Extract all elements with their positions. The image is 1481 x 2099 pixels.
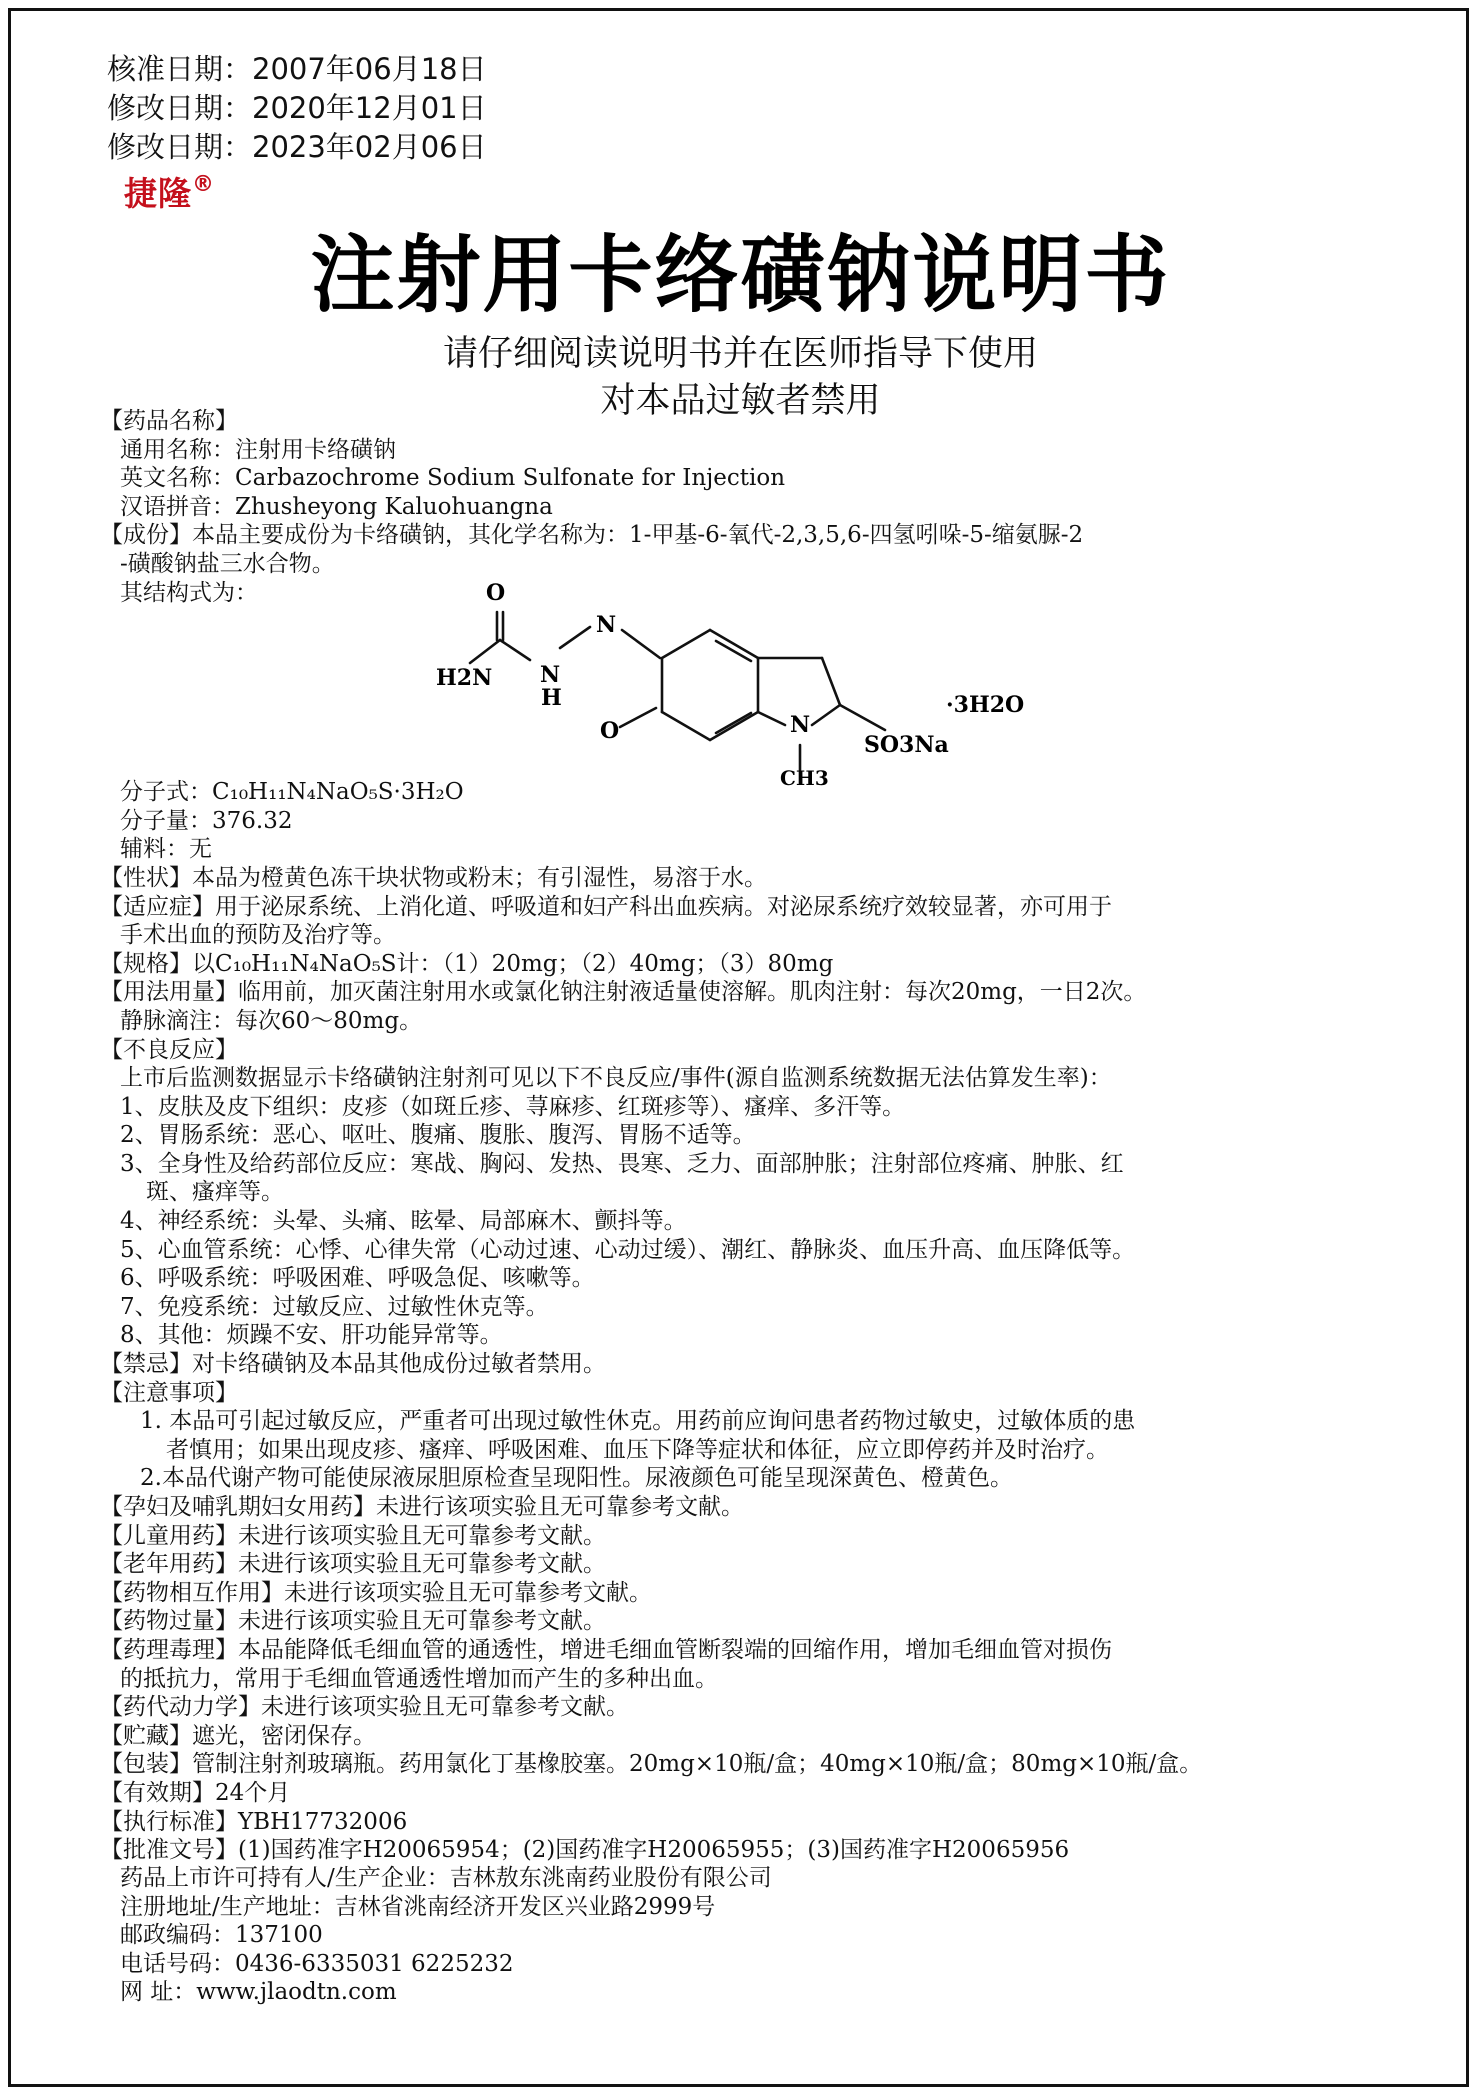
adverse-item: 6、呼吸系统：呼吸困难、呼吸急促、咳嗽等。 <box>120 1265 595 1292</box>
approval-date: 核准日期：2007年06月18日 <box>107 52 487 86</box>
website: 网 址：www.jlaodtn.com <box>120 1979 397 2006</box>
section-package <box>100 1750 1390 1779</box>
composition-text-2: -磺酸钠盐三水合物。 <box>120 550 335 577</box>
pinyin-name: 汉语拼音：Zhusheyong Kaluohuangna <box>120 493 553 520</box>
approval-header: 【批准文号】 <box>100 1837 238 1864</box>
precautions-header: 【注意事项】 <box>100 1379 238 1406</box>
adverse-item: 8、其他：烦躁不安、肝功能异常等。 <box>120 1322 503 1349</box>
properties-text: 本品为橙黄色冻干块状物或粉末；有引湿性，易溶于水。 <box>192 864 767 891</box>
section-pediatric <box>100 1522 1390 1551</box>
spec-text: 以C₁₀H₁₁N₄NaO₅S计：（1）20mg；（2）40mg；（3）80mg <box>192 950 834 977</box>
contraindications-text: 对卡络磺钠及本品其他成份过敏者禁用。 <box>192 1351 606 1378</box>
package-header: 【包装】 <box>100 1751 192 1778</box>
structure-label: 其结构式为： <box>120 579 258 606</box>
generic-name: 通用名称：注射用卡络磺钠 <box>120 436 396 463</box>
adverse-item-continued: 斑、瘙痒等。 <box>146 1179 284 1206</box>
structure-spacer <box>100 607 1390 778</box>
precautions-item-1: 1. 本品可引起过敏反应，严重者可出现过敏性休克。用药前应询问患者药物过敏史，过敏体质的患 <box>140 1408 1136 1435</box>
revision-date-2: 修改日期：2023年02月06日 <box>107 130 487 164</box>
section-storage <box>100 1722 1390 1751</box>
validity-header: 【有效期】 <box>100 1779 215 1806</box>
document-title: 注射用卡络磺钠说明书 <box>310 226 1171 324</box>
section-overdose <box>100 1607 1390 1636</box>
section-interactions <box>100 1579 1390 1608</box>
properties-header: 【性状】 <box>100 864 192 891</box>
overdose-header: 【药物过量】 <box>100 1608 238 1635</box>
adverse-item: 5、心血管系统：心悸、心律失常（心动过速、心动过缓）、潮红、静脉炎、血压升高、血压降低等。 <box>120 1236 1136 1263</box>
storage-text: 遮光，密闭保存。 <box>192 1722 376 1749</box>
precautions-item-1-continued: 者慎用；如果出现皮疹、瘙痒、呼吸困难、血压下降等症状和体征，应立即停药并及时治疗。 <box>166 1436 1109 1463</box>
structure-o-top: O <box>486 580 506 606</box>
composition-text-1: 本品主要成份为卡络磺钠，其化学名称为：1-甲基-6-氧代-2,3,5,6-四氢吲哚-5-缩氨脲-2 <box>192 522 1084 549</box>
date-block <box>107 50 487 167</box>
dosage-header: 【用法用量】 <box>100 979 238 1006</box>
approval-text: (1)国药准字H20065954；(2)国药准字H20065955；(3)国药准字H20065956 <box>238 1837 1070 1864</box>
dosage-text-2: 静脉滴注：每次60～80mg。 <box>120 1007 423 1034</box>
registered-mark: ® <box>192 172 215 197</box>
document-body <box>100 407 1390 1865</box>
section-spec <box>100 950 1390 979</box>
pregnancy-text: 未进行该项实验且无可靠参考文献。 <box>376 1494 744 1520</box>
standard-header: 【执行标准】 <box>100 1808 238 1835</box>
excipient: 辅料：无 <box>120 836 212 863</box>
subtitle-instruction: 请仔细阅读说明书并在医师指导下使用 <box>442 334 1038 374</box>
section-composition <box>100 521 1390 550</box>
manufacturer-info <box>120 1864 772 2007</box>
address: 注册地址/生产地址：吉林省洮南经济开发区兴业路2999号 <box>120 1893 716 1920</box>
postcode: 邮政编码：137100 <box>120 1922 323 1949</box>
pharmacology-text-1: 本品能降低毛细血管的通透性，增进毛细血管断裂端的回缩作用，增加毛细血管对损伤 <box>238 1636 1112 1663</box>
structure-ketone-o: O <box>600 718 620 744</box>
section-standard <box>100 1808 1390 1837</box>
section-approval <box>100 1836 1390 1865</box>
section-properties <box>100 864 1390 893</box>
pharmacokinetics-text: 未进行该项实验且无可靠参考文献。 <box>261 1694 629 1721</box>
molecular-formula: 分子式：C₁₀H₁₁N₄NaO₅S·3H₂O <box>120 779 464 806</box>
indications-text-2: 手术出血的预防及治疗等。 <box>120 922 396 949</box>
structure-hydrazone-n: N <box>540 662 561 688</box>
molecular-weight: 分子量：376.32 <box>120 807 293 834</box>
structure-ring-n: N <box>790 712 811 738</box>
standard-text: YBH17732006 <box>238 1808 408 1835</box>
contraindications-header: 【禁忌】 <box>100 1351 192 1378</box>
adverse-item: 4、神经系统：头晕、头痛、眩晕、局部麻木、颤抖等。 <box>120 1208 687 1235</box>
structure-hydrate: ·3H2O <box>946 692 1025 718</box>
subtitle-allergy-warning: 对本品过敏者禁用 <box>600 381 881 421</box>
pregnancy-header: 【孕妇及哺乳期妇女用药】 <box>100 1494 376 1520</box>
adverse-item: 7、免疫系统：过敏反应、过敏性休克等。 <box>120 1293 549 1320</box>
pediatric-text: 未进行该项实验且无可靠参考文献。 <box>238 1522 606 1549</box>
section-pregnancy <box>100 1493 1390 1522</box>
indications-text-1: 用于泌尿系统、上消化道、呼吸道和妇产科出血疾病。对泌尿系统疗效较显著，亦可用于 <box>215 893 1112 920</box>
section-geriatric <box>100 1550 1390 1579</box>
manufacturer: 药品上市许可持有人/生产企业：吉林敖东洮南药业股份有限公司 <box>120 1865 772 1891</box>
structure-imine-n: N <box>596 612 617 638</box>
dosage-text-1: 临用前，加灭菌注射用水或氯化钠注射液适量使溶解。肌肉注射：每次20mg，一日2次。 <box>238 979 1147 1006</box>
geriatric-header: 【老年用药】 <box>100 1551 238 1578</box>
english-name: 英文名称：Carbazochrome Sodium Sulfonate for Injection <box>120 465 786 492</box>
section-pharmacology <box>100 1636 1390 1665</box>
pharmacokinetics-header: 【药代动力学】 <box>100 1694 261 1721</box>
adverse-intro: 上市后监测数据显示卡络磺钠注射剂可见以下不良反应/事件(源自监测系统数据无法估算发生率)： <box>120 1065 1112 1092</box>
structure-methyl: CH3 <box>780 766 829 790</box>
revision-date-1: 修改日期：2020年12月01日 <box>107 91 487 125</box>
overdose-text: 未进行该项实验且无可靠参考文献。 <box>238 1608 606 1635</box>
interactions-header: 【药物相互作用】 <box>100 1579 284 1606</box>
section-drug-name-header: 【药品名称】 <box>100 408 238 434</box>
indications-header: 【适应症】 <box>100 893 215 920</box>
package-text: 管制注射剂玻璃瓶。药用氯化丁基橡胶塞。20mg×10瓶/盒；40mg×10瓶/盒；80mg×10瓶/盒。 <box>192 1751 1203 1778</box>
section-dosage <box>100 978 1390 1007</box>
structure-hydrazone-h: H <box>541 685 562 711</box>
section-validity <box>100 1779 1390 1808</box>
section-indications <box>100 893 1390 922</box>
brand-name: 捷隆 <box>124 174 192 213</box>
spec-header: 【规格】 <box>100 950 192 977</box>
section-contraindications <box>100 1350 1390 1379</box>
adverse-item: 1、皮肤及皮下组织：皮疹（如斑丘疹、荨麻疹、红斑疹等）、瘙痒、多汗等。 <box>120 1093 906 1120</box>
structure-amine: H2N <box>436 665 493 691</box>
adverse-item: 2、胃肠系统：恶心、呕吐、腹痛、腹胀、腹泻、胃肠不适等。 <box>120 1122 756 1149</box>
interactions-text: 未进行该项实验且无可靠参考文献。 <box>284 1579 652 1606</box>
phone: 电话号码：0436-6335031 6225232 <box>120 1950 514 1977</box>
adverse-item: 3、全身性及给药部位反应：寒战、胸闷、发热、畏寒、乏力、面部肿胀；注射部位疼痛、肿胀、红 <box>120 1150 1124 1177</box>
pharmacology-header: 【药理毒理】 <box>100 1636 238 1663</box>
structure-sulfonate: SO3Na <box>864 732 949 758</box>
storage-header: 【贮藏】 <box>100 1722 192 1749</box>
composition-header: 【成份】 <box>100 522 192 549</box>
pharmacology-text-2: 的抵抗力，常用于毛细血管通透性增加而产生的多种出血。 <box>120 1665 718 1692</box>
pediatric-header: 【儿童用药】 <box>100 1522 238 1549</box>
section-pharmacokinetics <box>100 1693 1390 1722</box>
geriatric-text: 未进行该项实验且无可靠参考文献。 <box>238 1551 606 1578</box>
adverse-header: 【不良反应】 <box>100 1036 238 1063</box>
precautions-item-2: 2.本品代谢产物可能使尿液尿胆原检查呈现阳性。尿液颜色可能呈现深黄色、橙黄色。 <box>140 1465 1013 1492</box>
validity-text: 24个月 <box>215 1779 291 1806</box>
